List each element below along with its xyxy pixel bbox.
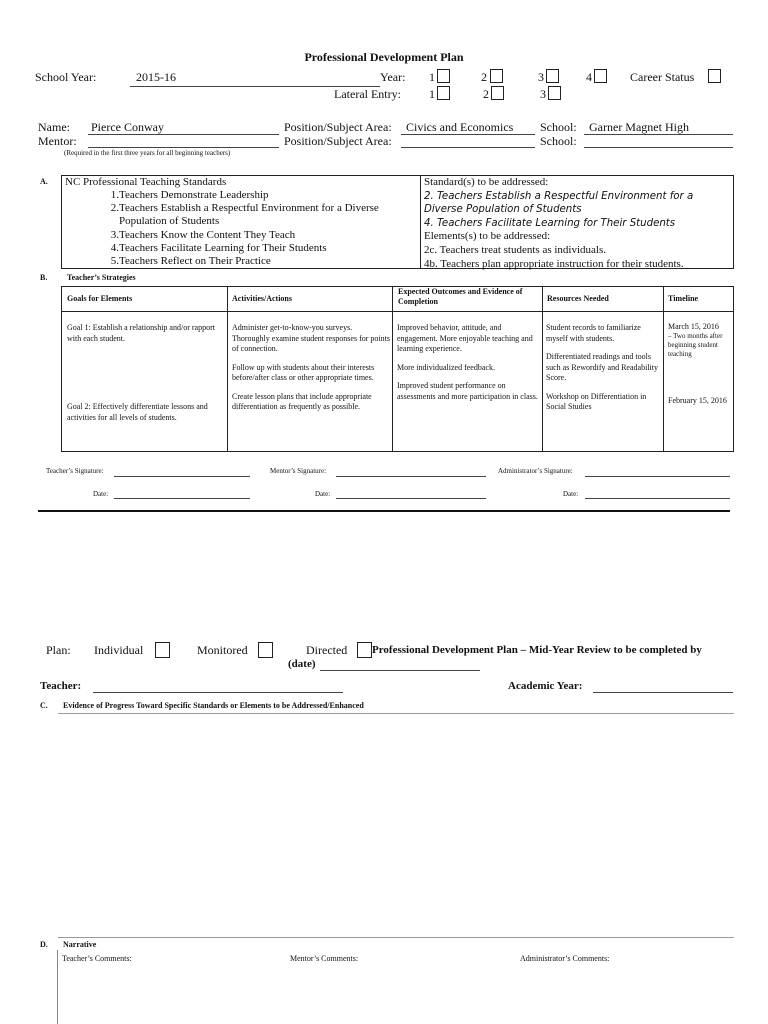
narrative-left-border — [57, 950, 58, 1024]
school-underline — [584, 134, 733, 135]
section-a-marker: A. — [40, 177, 48, 186]
position-value: Civics and Economics — [406, 120, 514, 134]
section-d-marker: D. — [40, 940, 48, 949]
standard-item: 3. Teachers Know the Content They Teach — [110, 228, 296, 241]
addressed-standard-2: 2. Teachers Establish a Respectful Environment for a Diverse Population of Students — [424, 190, 694, 216]
lateral-entry-label: Lateral Entry: — [334, 87, 401, 101]
section-c-title: Evidence of Progress Toward Specific Standards or Elements to be Addressed/Enhanced — [63, 701, 364, 710]
table-col-divider — [663, 286, 664, 452]
outcome-item: More individualized feedback. — [397, 362, 495, 372]
position-label: Position/Subject Area: — [284, 120, 392, 134]
plan-monitored-checkbox[interactable] — [258, 642, 273, 658]
standard-item: 4. Teachers Facilitate Learning for Their Students — [110, 241, 327, 254]
school-value: Garner Magnet High — [589, 120, 689, 134]
addressed-label: Standard(s) to be addressed: — [424, 176, 549, 188]
section-b-marker: B. — [40, 273, 48, 282]
resource-item: Student records to familiarize myself with students. — [546, 323, 641, 343]
year-2-checkbox[interactable] — [490, 69, 503, 83]
admin-signature-label: Administrator’s Signature: — [498, 467, 573, 475]
career-status-label: Career Status — [630, 70, 695, 84]
position-label-2: Position/Subject Area: — [284, 134, 392, 148]
school-year-label: School Year: — [35, 70, 97, 84]
element-4b: 4b. Teachers plan appropriate instruction for their students. — [424, 257, 684, 270]
section-c-rule — [58, 713, 734, 714]
academic-year-line[interactable] — [593, 692, 733, 693]
standard-item: 2. Teachers Establish a Respectful Environment for a Diverse — [110, 202, 379, 215]
position-underline-2 — [401, 147, 535, 148]
midyear-date-line[interactable] — [320, 670, 480, 671]
midyear-review-text: Professional Development Plan – Mid-Year Review to be completed by — [372, 644, 702, 656]
section-d-rule — [58, 937, 734, 938]
section-d-title: Narrative — [63, 940, 97, 949]
teacher-comments-label: Teacher’s Comments: — [62, 954, 132, 963]
year-3-checkbox[interactable] — [546, 69, 559, 83]
mentor-date-line[interactable] — [336, 498, 486, 499]
teacher-signature-line[interactable] — [114, 476, 250, 477]
table-col-divider — [542, 286, 543, 452]
outcomes-cell — [397, 323, 540, 406]
mentor-underline — [88, 147, 279, 148]
section-separator — [38, 510, 730, 512]
plan-individual-checkbox[interactable] — [155, 642, 170, 658]
school-year-value: 2015-16 — [136, 70, 176, 84]
year-4-checkbox[interactable] — [594, 69, 607, 83]
plan-label: Plan: — [46, 643, 71, 657]
plan-directed-label: Directed — [306, 643, 348, 657]
admin-comments-label: Administrator’s Comments: — [520, 954, 610, 963]
standard-item: 1. Teachers Demonstrate Leadership — [110, 189, 269, 201]
standards-title: NC Professional Teaching Standards — [65, 176, 227, 188]
standard-item: Population of Students — [119, 215, 220, 228]
standards-divider — [420, 175, 421, 269]
standards-list — [65, 189, 417, 268]
teacher-date-label: Date: — [93, 490, 109, 498]
academic-year-label: Academic Year: — [508, 680, 583, 692]
activities-cell — [232, 323, 390, 417]
school-label-2: School: — [540, 134, 577, 148]
goal-1: Goal 1: Establish a relationship and/or rapport with each student. — [67, 323, 215, 343]
activity-item: Administer get-to-know-you surveys. Thoroughly examine student responses for points of connection. — [232, 323, 390, 353]
name-underline — [88, 134, 279, 135]
year-option-4-label: 4 — [586, 70, 592, 84]
mentor-signature-label: Mentor’s Signature: — [270, 467, 327, 475]
lateral-option-3-label: 3 — [540, 87, 546, 101]
table-col-divider — [227, 286, 228, 452]
outcome-item: Improved behavior, attitude, and engagement. More enjoyable teaching and learning experience. — [397, 323, 533, 353]
year-label: Year: — [380, 70, 406, 84]
col-header-outcomes: Expected Outcomes and Evidence of Completion — [398, 287, 523, 306]
elements-label: Elements(s) to be addressed: — [424, 230, 551, 243]
table-header-divider — [61, 311, 734, 312]
mentor-date-label: Date: — [315, 490, 331, 498]
col-header-resources: Resources Needed — [547, 294, 609, 303]
standard-item: 5. Teachers Reflect on Their Practice — [110, 254, 271, 267]
teacher-date-line[interactable] — [114, 498, 250, 499]
table-col-divider — [392, 286, 393, 452]
section-c-marker: C. — [40, 701, 48, 710]
goal-2: Goal 2: Effectively differentiate lessons and activities for all levels of students. — [67, 402, 208, 422]
mentor-comments-label: Mentor’s Comments: — [290, 954, 359, 963]
school-label: School: — [540, 120, 577, 134]
teacher-signature-label: Teacher’s Signature: — [46, 467, 104, 475]
timeline-1-date: March 15, 2016 — [668, 322, 719, 331]
admin-signature-line[interactable] — [585, 476, 730, 477]
admin-date-line[interactable] — [585, 498, 730, 499]
activity-item: Follow up with students about their interests before/after class or other appropriate times. — [232, 362, 375, 382]
addressed-standard-4: 4. Teachers Facilitate Learning for Their Students — [424, 217, 676, 229]
lateral-3-checkbox[interactable] — [548, 86, 561, 100]
admin-date-label: Date: — [563, 490, 579, 498]
lateral-option-1-label: 1 — [429, 87, 435, 101]
teacher-line[interactable] — [93, 692, 343, 693]
resource-item: Workshop on Differentiation in Social Studies — [546, 391, 647, 411]
midyear-date-label: (date) — [288, 658, 316, 670]
resource-item: Differentiated readings and tools such as Rewordify and Readability Score. — [546, 352, 658, 382]
page-title: Professional Development Plan — [304, 50, 464, 64]
name-label: Name: — [38, 120, 70, 134]
element-2c: 2c. Teachers treat students as individuals. — [424, 243, 607, 256]
career-status-checkbox[interactable] — [708, 69, 721, 83]
lateral-2-checkbox[interactable] — [491, 86, 504, 100]
outcome-item: Improved student performance on assessments and more participation in class. — [397, 381, 538, 401]
timeline-1-note: – Two months after beginning student teaching — [668, 332, 723, 358]
lateral-1-checkbox[interactable] — [437, 86, 450, 100]
plan-monitored-label: Monitored — [197, 643, 248, 657]
col-header-timeline: Timeline — [668, 294, 699, 303]
school-underline-2 — [584, 147, 733, 148]
mentor-note: (Required in the first three years for all beginning teachers) — [64, 149, 231, 157]
plan-individual-label: Individual — [94, 643, 144, 657]
timeline-2: February 15, 2016 — [668, 396, 727, 405]
mentor-label: Mentor: — [38, 134, 77, 148]
year-option-3-label: 3 — [538, 70, 544, 84]
plan-directed-checkbox[interactable] — [357, 642, 372, 658]
year-option-1-label: 1 — [429, 70, 435, 84]
name-value: Pierce Conway — [91, 120, 164, 134]
teacher-label: Teacher: — [40, 680, 82, 692]
addressed-block — [424, 176, 732, 271]
year-1-checkbox[interactable] — [437, 69, 450, 83]
col-header-goals: Goals for Elements — [67, 294, 133, 303]
activity-item: Create lesson plans that include appropriate differentiation as frequently as possible. — [232, 391, 372, 411]
strategies-title: Teacher’s Strategies — [67, 273, 136, 282]
col-header-activities: Activities/Actions — [232, 294, 292, 303]
position-underline — [401, 134, 535, 135]
mentor-signature-line[interactable] — [336, 476, 486, 477]
year-option-2-label: 2 — [481, 70, 487, 84]
timeline-1 — [668, 322, 732, 359]
resources-cell — [546, 323, 661, 417]
lateral-option-2-label: 2 — [483, 87, 489, 101]
